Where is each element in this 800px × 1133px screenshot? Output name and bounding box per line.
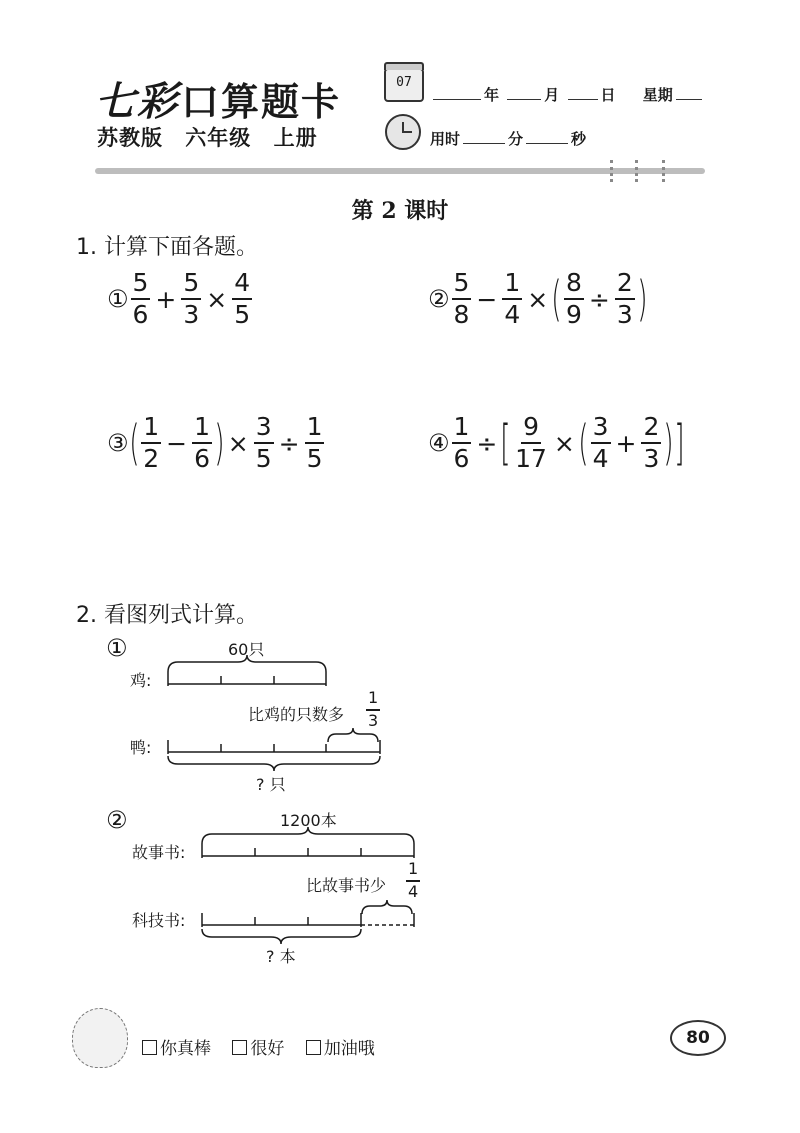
fraction: $\frac{1}{6}$ <box>453 412 470 474</box>
fraction: $\frac{8}{9}$ <box>565 268 582 330</box>
rating-option[interactable]: 很好 <box>232 1039 284 1059</box>
diagram-2-row1-label: 故事书: <box>132 843 186 862</box>
brace <box>168 655 326 672</box>
fraction: $\frac{1}{4}$ <box>504 268 521 330</box>
diagram-2-note: 比故事书少 <box>306 876 387 895</box>
diagram-1-top-label: 60只 <box>228 640 265 659</box>
right-paren: ) <box>663 415 674 472</box>
fraction: $\frac{1}{2}$ <box>143 412 160 474</box>
operator: ÷ <box>476 428 498 458</box>
problem-number: ③ <box>107 429 129 458</box>
left-paren: ( <box>551 271 562 328</box>
time-used-label: 用时 <box>430 130 461 148</box>
right-paren: ) <box>636 271 648 328</box>
diagram-1-note: 比鸡的只数多 <box>248 705 345 724</box>
mascot-icon <box>72 1008 128 1068</box>
brace <box>328 728 378 742</box>
diagram-1-row2-label: 鸭: <box>130 738 152 757</box>
diagram-1-bottom-label: ? 只 <box>256 775 286 794</box>
operator: ÷ <box>588 284 610 314</box>
edition-label: 苏教版 六年级 上册 <box>97 126 318 150</box>
operator: + <box>155 284 177 314</box>
checkbox-icon[interactable] <box>142 1040 157 1055</box>
fraction: $\frac{5}{8}$ <box>453 268 470 330</box>
brace <box>202 929 361 944</box>
year-label: 年 <box>484 86 500 104</box>
brand-logo: 七彩 <box>95 78 179 125</box>
problem-number: ④ <box>428 429 450 458</box>
fraction: $\frac{3}{4}$ <box>592 412 609 474</box>
month-label: 月 <box>544 86 560 104</box>
diagram-2-bottom-label: ? 本 <box>266 947 296 966</box>
rating-option[interactable]: 加油哦 <box>306 1039 375 1059</box>
left-bracket: [ <box>500 415 511 472</box>
operator: − <box>166 428 188 458</box>
diagram-2-row2-label: 科技书: <box>132 911 186 930</box>
problem-number: ① <box>107 285 129 314</box>
fraction: $\frac{5}{6}$ <box>132 268 149 330</box>
diagram-2-top-label: 1200本 <box>280 811 337 830</box>
operator: × <box>527 284 549 314</box>
diagram-1-number: ① <box>106 634 128 662</box>
brace <box>168 756 380 771</box>
diagram-2-fraction: $\frac{1}{4}$ <box>408 859 419 901</box>
minutes-label: 分 <box>508 130 524 148</box>
fraction: $\frac{2}{3}$ <box>616 268 633 330</box>
seconds-label: 秒 <box>571 130 587 148</box>
fraction: $\frac{3}{5}$ <box>255 412 272 474</box>
left-paren: ( <box>578 415 589 472</box>
calendar-day: 07 <box>396 75 412 90</box>
checkbox-icon[interactable] <box>306 1040 321 1055</box>
fraction: $\frac{1}{5}$ <box>306 412 323 474</box>
weekday-label: 星期 <box>642 86 673 104</box>
fraction: $\frac{1}{6}$ <box>194 412 211 474</box>
rating-checkboxes <box>142 1034 375 1059</box>
page-number: 80 <box>670 1020 726 1056</box>
question-2-heading: 2. 看图列式计算。 <box>76 603 258 628</box>
right-paren: ) <box>214 415 225 472</box>
operator: ÷ <box>278 428 300 458</box>
checkbox-icon[interactable] <box>232 1040 247 1055</box>
diagram-1-row1-label: 鸡: <box>130 671 152 690</box>
right-bracket: ] <box>674 415 685 472</box>
fraction: $\frac{9}{17}$ <box>515 412 547 474</box>
problem-number: ② <box>428 285 450 314</box>
day-label: 日 <box>600 86 616 104</box>
operator: + <box>615 428 637 458</box>
question-1-heading: 1. 计算下面各题。 <box>76 235 258 260</box>
operator: − <box>476 284 498 314</box>
fraction: $\frac{2}{3}$ <box>643 412 660 474</box>
diagram-2-number: ② <box>106 806 128 834</box>
brace <box>362 900 412 914</box>
diagram-1-fraction: $\frac{1}{3}$ <box>368 688 379 730</box>
brand-title-text: 口算题卡 <box>181 80 342 124</box>
operator: × <box>553 428 575 458</box>
rating-option[interactable]: 你真棒 <box>142 1039 211 1059</box>
operator: × <box>206 284 228 314</box>
fraction: $\frac{4}{5}$ <box>234 268 251 330</box>
left-paren: ( <box>128 415 140 472</box>
operator: × <box>227 428 249 458</box>
lesson-title: 第 2 课时 <box>351 198 449 224</box>
fraction: $\frac{5}{3}$ <box>183 268 200 330</box>
